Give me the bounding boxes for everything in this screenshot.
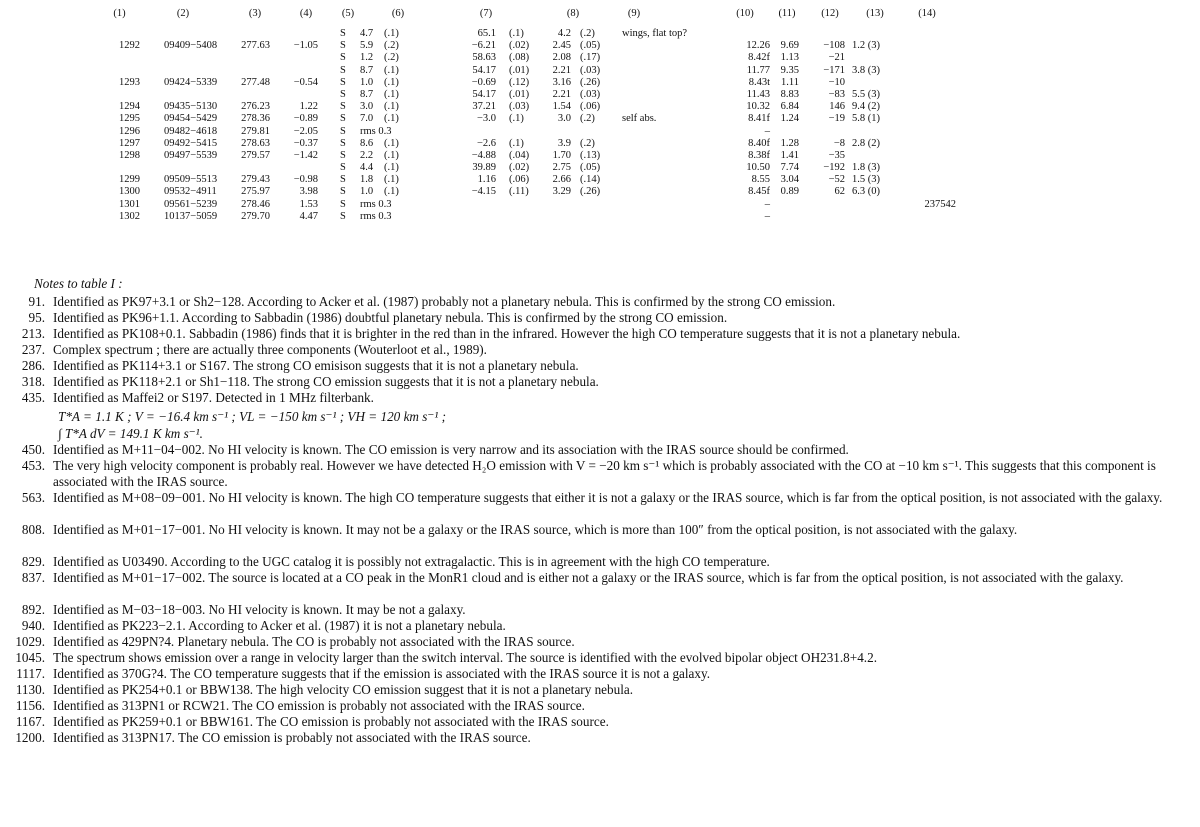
cell-c4: −2.05 [293, 125, 318, 137]
cell-c5: S [340, 210, 346, 222]
note-text: Identified as PK96+1.1. According to Sabbadin (1986) doubtful planetary nebula. This is confirmed by the strong CO emission. [53, 310, 728, 325]
table-header-row [0, 8, 1200, 28]
cell-c8b: (.2) [580, 137, 595, 149]
col-header-9: (9) [627, 8, 641, 19]
cell-c10: 10.32 [746, 101, 770, 113]
cell-c11: 9.35 [780, 64, 799, 76]
cell-c1: 1293 [119, 76, 140, 88]
cell-c8a: 2.21 [552, 88, 571, 100]
cell-c7a: −0.69 [471, 76, 496, 88]
col-header-11: (11) [778, 8, 796, 19]
cell-c4: −1.05 [293, 40, 318, 52]
cell-c8a: 1.54 [552, 101, 571, 113]
cell-c7a: 54.17 [472, 64, 496, 76]
table-row [0, 113, 1200, 125]
cell-c8a: 1.70 [552, 149, 571, 161]
cell-c11: 1.41 [780, 149, 799, 161]
cell-c10: 12.26 [746, 40, 770, 52]
cell-c13: 1.5 (3) [852, 174, 880, 186]
cell-c5: S [340, 64, 346, 76]
cell-c2: 09497−5539 [164, 149, 218, 161]
table-row [0, 52, 1200, 64]
cell-c6a: 8.7 [360, 88, 374, 100]
cell-c10: 11.43 [746, 88, 770, 100]
cell-c4: −0.37 [293, 137, 318, 149]
note-text: Identified as PK114+3.1 or S167. The strong CO emisison suggests that it is not a planetary nebula. [53, 358, 579, 373]
cell-c6b: (.2) [384, 40, 399, 52]
cell-c8b: (.26) [580, 186, 601, 198]
cell-c5: S [340, 162, 346, 174]
cell-c12: 146 [829, 101, 845, 113]
cell-c8a: 2.45 [552, 40, 571, 52]
col-header-6: (6) [391, 8, 405, 19]
cell-c12: −35 [828, 149, 845, 161]
cell-c13: 1.2 (3) [852, 40, 880, 52]
note-number: 450. [21, 442, 45, 457]
cell-c2: 09532−4911 [164, 186, 217, 198]
cell-c7b: (.02) [509, 162, 530, 174]
cell-c12: −21 [828, 52, 845, 64]
note-text: Identified as 370G?4. The CO temperature suggests that if the emission is associated with the IRAS source it is not a galaxy. [53, 666, 711, 681]
cell-c3: 277.48 [241, 76, 270, 88]
cell-c8b: (.03) [580, 88, 601, 100]
cell-c3: 277.63 [241, 40, 270, 52]
cell-c5: S [340, 28, 346, 39]
cell-c2: 09509−5513 [164, 174, 218, 186]
table-row [0, 174, 1200, 186]
cell-c8b: (.13) [580, 149, 601, 161]
col-header-13: (13) [866, 8, 884, 19]
col-header-7: (7) [479, 8, 493, 19]
cell-c7a: −4.15 [471, 186, 496, 198]
cell-c6b: (.1) [384, 149, 399, 161]
cell-c1: 1296 [119, 125, 140, 137]
cell-c7b: (.06) [509, 174, 530, 186]
cell-c6b: (.1) [384, 101, 399, 113]
cell-c2: 09424−5339 [164, 76, 218, 88]
cell-c4: −1.42 [293, 149, 318, 161]
cell-c4: 1.22 [299, 101, 318, 113]
notes-title: Notes to table I : [34, 276, 123, 291]
note-number: 237. [21, 342, 45, 357]
note-text: Identified as PK254+0.1 or BBW138. The high velocity CO emission suggest that it is not a planetary nebula. [53, 682, 634, 697]
note-text: Identified as PK108+0.1. Sabbadin (1986) finds that it is brighter in the red than in the infrared. However the high CO temperature suggests that it is not a planetary nebula. [53, 326, 961, 341]
cell-c13: 2.8 (2) [852, 137, 880, 149]
cell-c6a: 4.7 [360, 28, 374, 39]
cell-c6a: rms 0.3 [360, 125, 392, 137]
cell-c2: 09454−5429 [164, 113, 218, 125]
cell-c7b: (.11) [509, 186, 529, 198]
cell-c3: 276.23 [241, 101, 270, 113]
cell-c7a: −6.21 [471, 40, 496, 52]
cell-c6a: 1.0 [360, 186, 374, 198]
cell-c7a: 54.17 [472, 88, 496, 100]
cell-c1: 1301 [119, 198, 140, 210]
cell-c6a: 1.0 [360, 76, 374, 88]
cell-c11: 9.69 [780, 40, 799, 52]
cell-c12: −52 [828, 174, 845, 186]
cell-c5: S [340, 40, 346, 52]
cell-c5: S [340, 174, 346, 186]
cell-c1: 1297 [119, 137, 140, 149]
cell-c12: 62 [834, 186, 845, 198]
cell-c11: 0.89 [780, 186, 799, 198]
cell-c5: S [340, 76, 346, 88]
table-row [0, 77, 1200, 89]
cell-c13: 5.5 (3) [852, 88, 880, 100]
cell-c8a: 2.21 [552, 64, 571, 76]
cell-c6a: rms 0.3 [360, 210, 392, 222]
col-header-2: (2) [176, 8, 190, 19]
cell-c3: 278.36 [241, 113, 270, 125]
note-435-equation-line-1: T*A = 1.1 K ; V = −16.4 km s⁻¹ ; VL = −150 km s⁻¹ ; VH = 120 km s⁻¹ ; [58, 409, 446, 424]
cell-c8a: 3.29 [552, 186, 571, 198]
cell-c7b: (.04) [509, 149, 530, 161]
cell-c5: S [340, 88, 346, 100]
cell-c6b: (.1) [384, 76, 399, 88]
cell-c2: 09435−5130 [164, 101, 218, 113]
cell-c10: 8.40f [748, 137, 770, 149]
note-number: 435. [21, 390, 45, 405]
cell-c9: wings, flat top? [622, 28, 688, 39]
note-text: Identified as M+01−17−001. No HI velocity is known. It may not be a galaxy or the IRAS source, which is more than 100″ from the optical position, is not associated with the galaxy. [53, 522, 1018, 537]
cell-c7a: −3.0 [476, 113, 496, 125]
note-number: 95. [28, 310, 45, 325]
cell-c7a: −2.6 [476, 137, 496, 149]
cell-c7b: (.12) [509, 76, 530, 88]
cell-c3: 278.63 [241, 137, 270, 149]
cell-c10: 8.41f [748, 113, 770, 125]
cell-c11: 1.13 [780, 52, 799, 64]
cell-c7b: (.01) [509, 64, 530, 76]
cell-c5: S [340, 149, 346, 161]
note-text: Identified as M−03−18−003. No HI velocity is known. It may be not a galaxy. [53, 602, 466, 617]
cell-c3: 279.43 [241, 174, 270, 186]
cell-c2: 09492−5415 [164, 137, 218, 149]
col-header-4: (4) [299, 8, 313, 19]
cell-c7a: −4.88 [471, 149, 496, 161]
cell-c13: 1.8 (3) [852, 162, 880, 174]
cell-c4: 3.98 [299, 186, 318, 198]
table-row [0, 211, 1200, 223]
cell-c3: 279.57 [241, 149, 270, 161]
cell-c8b: (.03) [580, 64, 601, 76]
note-text: Identified as M+11−04−002. No HI velocity is known. The CO emission is very narrow and its association with the IRAS source should be confirmed. [53, 442, 849, 457]
table-row [0, 126, 1200, 138]
cell-c6b: (.1) [384, 113, 399, 125]
cell-c7b: (.02) [509, 40, 530, 52]
table-row [0, 199, 1200, 211]
note-text: Identified as PK259+0.1 or BBW161. The CO emission is probably not associated with the IRAS source. [53, 714, 609, 729]
cell-c5: S [340, 52, 346, 64]
cell-c1: 1300 [119, 186, 140, 198]
cell-c8a: 2.75 [552, 162, 571, 174]
cell-c10: – [764, 198, 770, 210]
table-body [0, 28, 1200, 223]
cell-c6a: 3.0 [360, 101, 374, 113]
cell-c8a: 2.66 [552, 174, 571, 186]
note-number: 837. [21, 570, 45, 585]
cell-c11: 8.83 [780, 88, 799, 100]
note-number: 1045. [15, 650, 45, 665]
cell-c14: 237542 [924, 198, 956, 210]
cell-c2: 09561−5239 [164, 198, 218, 210]
cell-c12: −10 [828, 76, 845, 88]
cell-c11: 7.74 [780, 162, 799, 174]
cell-c8a: 4.2 [557, 28, 571, 39]
cell-c12: −192 [823, 162, 845, 174]
note-435-equation-line-2: ∫ T*A dV = 149.1 K km s⁻¹. [58, 426, 203, 441]
col-header-5: (5) [341, 8, 355, 19]
cell-c6b: (.2) [384, 52, 399, 64]
note-text: Identified as 313PN17. The CO emission is probably not associated with the IRAS source. [53, 730, 531, 745]
col-header-8: (8) [566, 8, 580, 19]
cell-c4: 1.53 [299, 198, 318, 210]
cell-c6b: (.1) [384, 174, 399, 186]
cell-c10: – [764, 210, 770, 222]
note-text: Identified as PK223−2.1. According to Acker et al. (1987) it is not a planetary nebula. [53, 618, 506, 633]
cell-c7a: 39.89 [472, 162, 496, 174]
cell-c6a: 1.8 [360, 174, 374, 186]
note-text: Identified as M+01−17−002. The source is located at a CO peak in the MonR1 cloud and is either not a galaxy or the IRAS source, which is far from the optical position, is not associated with the galaxy. [53, 570, 1124, 585]
table-row [0, 40, 1200, 52]
cell-c3: 279.70 [241, 210, 270, 222]
cell-c13: 9.4 (2) [852, 101, 880, 113]
cell-c10: 8.38f [748, 149, 770, 161]
table-row [0, 138, 1200, 150]
cell-c8b: (.2) [580, 113, 595, 125]
cell-c7b: (.1) [509, 137, 524, 149]
cell-c6a: 8.7 [360, 64, 374, 76]
cell-c8a: 3.0 [557, 113, 571, 125]
note-number: 318. [21, 374, 45, 389]
note-number: 1167. [15, 714, 45, 729]
cell-c10: 8.42f [748, 52, 770, 64]
cell-c8b: (.06) [580, 101, 601, 113]
note-number: 1130. [15, 682, 45, 697]
col-header-3: (3) [248, 8, 262, 19]
cell-c10: 11.77 [746, 64, 770, 76]
note-number: 563. [21, 490, 45, 505]
cell-c6b: (.1) [384, 28, 399, 39]
note-number: 1200. [15, 730, 45, 745]
cell-c1: 1299 [119, 174, 140, 186]
cell-c7b: (.1) [509, 113, 524, 125]
table-row [0, 101, 1200, 113]
cell-c1: 1292 [119, 40, 140, 52]
cell-c6b: (.1) [384, 137, 399, 149]
cell-c8b: (.14) [580, 174, 601, 186]
cell-c7a: 1.16 [477, 174, 496, 186]
note-number: 1029. [15, 634, 45, 649]
cell-c1: 1295 [119, 113, 140, 125]
cell-c8a: 3.16 [552, 76, 571, 88]
cell-c6a: rms 0.3 [360, 198, 392, 210]
cell-c7b: (.01) [509, 88, 530, 100]
cell-c5: S [340, 113, 346, 125]
cell-c3: 275.97 [241, 186, 270, 198]
note-text: Identified as PK97+3.1 or Sh2−128. According to Acker et al. (1987) probably not a planetary nebula. This is confirmed by the strong CO emission. [53, 294, 836, 309]
cell-c9: self abs. [622, 113, 657, 125]
col-header-14: (14) [918, 8, 936, 19]
cell-c2: 09482−4618 [164, 125, 218, 137]
cell-c13: 5.8 (1) [852, 113, 880, 125]
cell-c6a: 1.2 [360, 52, 374, 64]
cell-c10: 10.50 [746, 162, 770, 174]
note-text: Identified as U03490. According to the UGC catalog it is possibly not extragalactic. This is in agreement with the high CO temperature. [53, 554, 770, 569]
cell-c10: – [764, 125, 770, 137]
cell-c8b: (.05) [580, 162, 601, 174]
cell-c4: −0.89 [293, 113, 318, 125]
note-text: The very high velocity component is probably real. However we have detected H₂O emission with V = −20 km s⁻¹ which is probably associated with the CO at −10 km s⁻¹. This suggests that this component is associated with the IRAS source. [53, 458, 1156, 490]
cell-c3: 278.46 [241, 198, 270, 210]
cell-c12: −19 [828, 113, 845, 125]
cell-c2: 10137−5059 [164, 210, 218, 222]
cell-c2: 09409−5408 [164, 40, 218, 52]
col-header-12: (12) [821, 8, 839, 19]
cell-c4: −0.98 [293, 174, 318, 186]
cell-c6a: 5.9 [360, 40, 374, 52]
cell-c11: 1.24 [780, 113, 799, 125]
cell-c12: −83 [828, 88, 845, 100]
cell-c5: S [340, 101, 346, 113]
cell-c11: 1.11 [781, 76, 799, 88]
cell-c10: 8.43t [748, 76, 770, 88]
col-header-1: (1) [113, 8, 126, 19]
note-number: 808. [21, 522, 45, 537]
cell-c6a: 8.6 [360, 137, 374, 149]
cell-c6b: (.1) [384, 64, 399, 76]
cell-c6b: (.1) [384, 162, 399, 174]
cell-c6b: (.1) [384, 88, 399, 100]
note-text: Complex spectrum ; there are actually three components (Wouterloot et al., 1989). [53, 342, 487, 357]
cell-c7a: 65.1 [477, 28, 496, 39]
cell-c6b: (.1) [384, 186, 399, 198]
table-row [0, 89, 1200, 101]
table-row [0, 162, 1200, 174]
cell-c6a: 4.4 [360, 162, 374, 174]
cell-c7b: (.03) [509, 101, 530, 113]
note-number: 892. [21, 602, 45, 617]
note-number: 1156. [15, 698, 45, 713]
table-row [0, 150, 1200, 162]
cell-c5: S [340, 198, 346, 210]
table-row [0, 28, 1200, 40]
cell-c3: 279.81 [241, 125, 270, 137]
cell-c8a: 3.9 [557, 137, 571, 149]
cell-c8b: (.17) [580, 52, 601, 64]
note-number: 829. [21, 554, 45, 569]
note-number: 286. [21, 358, 45, 373]
table-row [0, 186, 1200, 198]
col-header-10: (10) [736, 8, 754, 19]
cell-c5: S [340, 186, 346, 198]
cell-c10: 8.55 [751, 174, 770, 186]
cell-c6a: 7.0 [360, 113, 374, 125]
cell-c13: 6.3 (0) [852, 186, 880, 198]
cell-c12: −171 [823, 64, 845, 76]
cell-c7b: (.08) [509, 52, 530, 64]
note-text: Identified as PK118+2.1 or Sh1−118. The strong CO emission suggests that it is not a planetary nebula. [53, 374, 599, 389]
cell-c1: 1294 [119, 101, 140, 113]
note-number: 91. [28, 294, 45, 309]
note-number: 453. [21, 458, 45, 473]
cell-c8b: (.26) [580, 76, 601, 88]
cell-c5: S [340, 125, 346, 137]
cell-c4: −0.54 [293, 76, 318, 88]
cell-c11: 6.84 [780, 101, 799, 113]
note-text: Identified as 313PN1 or RCW21. The CO emission is probably not associated with the IRAS source. [53, 698, 585, 713]
cell-c7a: 58.63 [472, 52, 496, 64]
table-row [0, 65, 1200, 77]
cell-c7a: 37.21 [472, 101, 496, 113]
cell-c13: 3.8 (3) [852, 64, 880, 76]
cell-c6a: 2.2 [360, 149, 374, 161]
cell-c8b: (.05) [580, 40, 601, 52]
cell-c5: S [340, 137, 346, 149]
note-number: 940. [21, 618, 45, 633]
cell-c7b: (.1) [509, 28, 524, 39]
note-text: Identified as M+08−09−001. No HI velocity is known. The high CO temperature suggests that either it is not a galaxy or the IRAS source, which is far from the optical position, is not associated with the galaxy. [53, 490, 1163, 505]
cell-c4: 4.47 [299, 210, 318, 222]
cell-c11: 3.04 [780, 174, 799, 186]
cell-c1: 1298 [119, 149, 140, 161]
cell-c12: −108 [823, 40, 845, 52]
note-text: The spectrum shows emission over a range in velocity larger than the switch interval. The source is identified with the evolved bipolar object OH231.8+4.2. [53, 650, 877, 665]
note-number: 1117. [16, 666, 45, 681]
cell-c8a: 2.08 [552, 52, 571, 64]
cell-c11: 1.28 [780, 137, 799, 149]
data-table [0, 8, 1200, 223]
cell-c8b: (.2) [580, 28, 595, 39]
note-text: Identified as 429PN?4. Planetary nebula. The CO is probably not associated with the IRAS source. [53, 634, 575, 649]
note-number: 213. [21, 326, 45, 341]
note-text: Identified as Maffei2 or S197. Detected in 1 MHz filterbank. [53, 390, 374, 405]
cell-c1: 1302 [119, 210, 140, 222]
cell-c12: −8 [833, 137, 845, 149]
cell-c10: 8.45f [748, 186, 770, 198]
